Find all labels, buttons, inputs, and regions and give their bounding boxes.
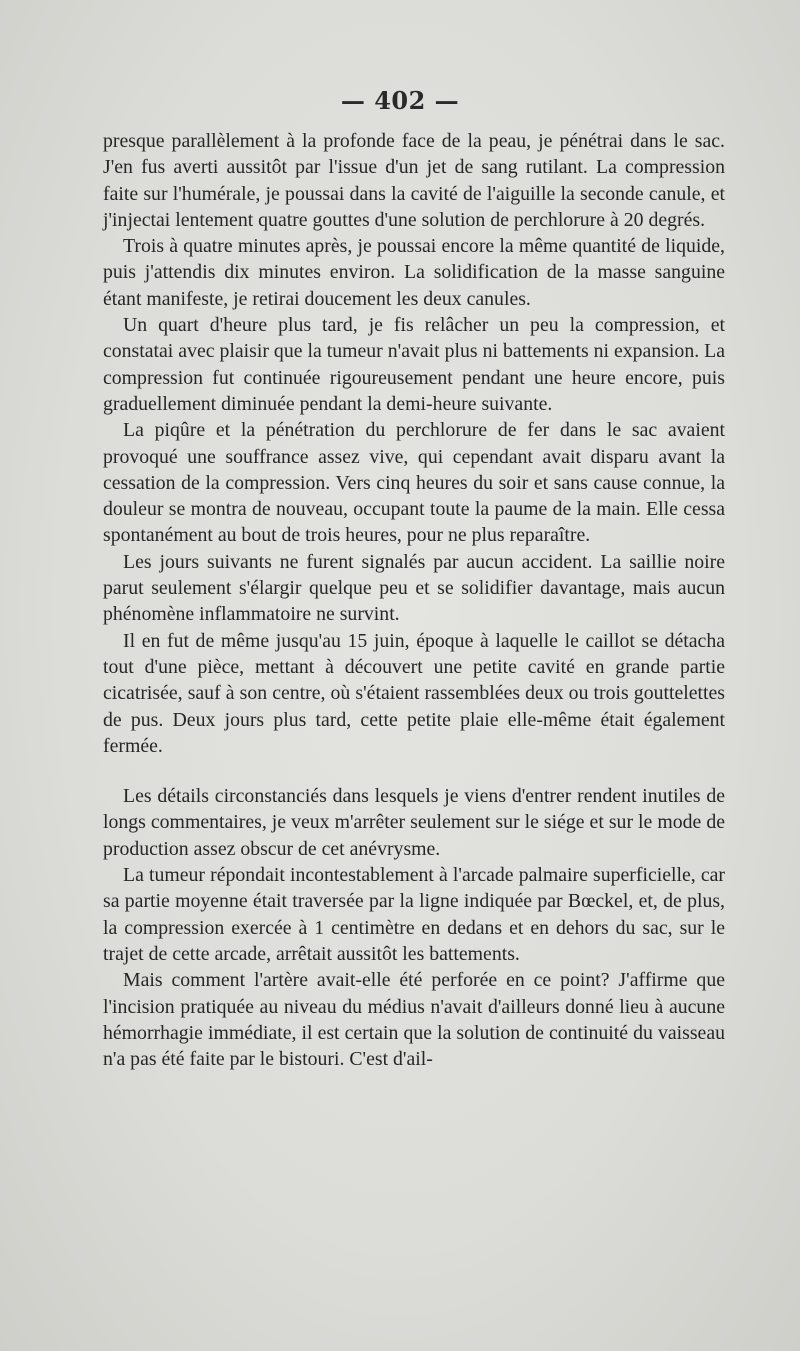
page-number: — 402 — — [340, 86, 460, 115]
section-break — [103, 759, 725, 783]
paragraph: Les détails circonstanciés dans lesquels je viens d'entrer rendent inutiles de longs commentaires, je veux m'arrêter seulement sur le siége et sur le mode de production assez obscur de cet anévrysme. — [103, 785, 725, 860]
paragraph: Trois à quatre minutes après, je poussai encore la même quantité de liquide, puis j'attendis dix minutes environ. La solidification de la masse sanguine étant manifeste, je retirai doucement les deux canules. — [103, 235, 725, 310]
paragraph: Un quart d'heure plus tard, je fis relâcher un peu la compression, et constatai avec plaisir que la tumeur n'avait plus ni battements ni expansion. La compression fut continuée rigoureusement pendant une heure encore, puis graduellement diminuée pendant la demi-heure suivante. — [103, 314, 725, 415]
paragraph-continuation: presque parallèlement à la profonde face de la peau, je pénétrai dans le sac. J'en fus averti aussitôt par l'issue d'un jet de sang rutilant. La compression faite sur l'humérale, je poussai dans la cavité de l'aiguille la seconde canule, et j'injectai lentement quatre gouttes d'une solution de perchlorure à 20 degrés. — [103, 130, 725, 231]
paragraph: Il en fut de même jusqu'au 15 juin, époque à laquelle le caillot se détacha tout d'une pièce, mettant à découvert une petite cavité en grande partie cicatrisée, sauf à son centre, où s'étaient rassemblées deux ou trois gouttelettes de pus. Deux jours plus tard, cette petite plaie elle-même était également fermée. — [103, 629, 725, 757]
body-text — [103, 128, 725, 1072]
paragraph: La piqûre et la pénétration du perchlorure de fer dans le sac avaient provoqué une souffrance assez vive, qui cependant avait disparu avant la cessation de la compression. Vers cinq heures du soir et sans cause connue, la douleur se montra de nouveau, occupant toute la paume de la main. Elle cessa spontanément au bout de trois heures, pour ne plus reparaître. — [103, 419, 725, 547]
paragraph: La tumeur répondait incontestablement à l'arcade palmaire superficielle, car sa partie moyenne était traversée par la ligne indiquée par Bœckel, et, de plus, la compression exercée à 1 centimètre en dedans et en dehors du sac, sur le trajet de cette arcade, arrêtait aussitôt les battements. — [103, 864, 725, 965]
paragraph: Les jours suivants ne furent signalés par aucun accident. La saillie noire parut seulement s'élargir quelque peu et se solidifier davantage, mais aucun phénomène inflammatoire ne survint. — [103, 550, 725, 626]
paragraph: Mais comment l'artère avait-elle été perforée en ce point? J'affirme que l'incision pratiquée au niveau du médius n'avait d'ailleurs donné lieu à aucune hémorrhagie immédiate, il est certain que la solution de continuité du vaisseau n'a pas été faite par le bistouri. C'est d'ail- — [103, 969, 725, 1071]
